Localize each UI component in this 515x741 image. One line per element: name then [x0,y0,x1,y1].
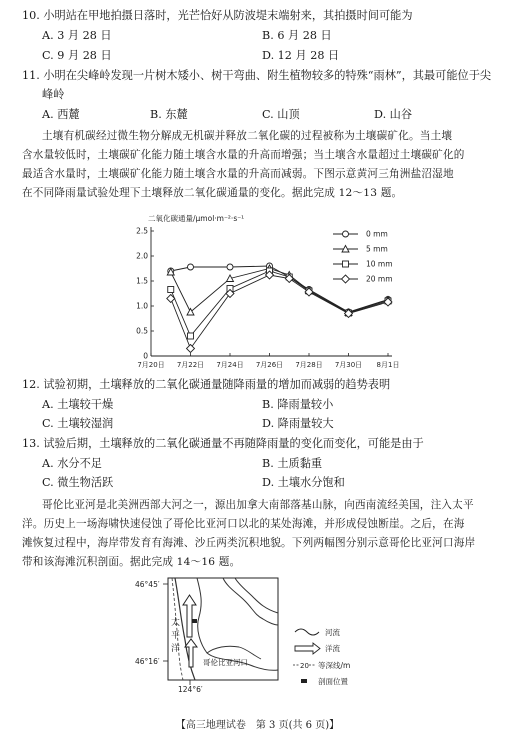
q11-option-d[interactable]: D. 山谷 [374,108,413,121]
question-13-stem: 13. 试验后期，土壤释放的二氧化碳通量不再随降雨量的变化而变化，可能是由于 [22,437,424,450]
chart-x-tick-label: 7月28日 [295,361,323,369]
passage-1-line-1: 土壤有机碳经过微生物分解成无机碳并释放二氧化碳的过程被称为土壤碳矿化。当土壤 [42,130,453,142]
q11-option-b[interactable]: B. 东麓 [150,108,188,121]
columbia-estuary-map [135,575,395,705]
chart-legend-label: 20 mm [366,274,393,284]
chart-point [343,261,349,267]
chart-series-line [171,271,388,336]
chart-x-tick-label: 7月20日 [137,361,165,369]
question-12-stem: 12. 试验初期，土壤释放的二氧化碳通量随降雨量的增加而减弱的趋势表明 [22,378,391,391]
chart-series-line [171,266,388,312]
chart-point [187,345,195,353]
map-latitude-top: 46°45′ [135,580,160,589]
profile-position-marker [192,619,197,623]
q11-option-a[interactable]: A. 西麓 [42,108,80,121]
q13-option-c[interactable]: C. 微生物活跃 [42,476,114,489]
q11-option-c[interactable]: C. 山顶 [262,108,300,121]
chart-y-tick-label: 0 [143,351,148,361]
map-estuary-label: 哥伦比亚河口 [203,658,248,667]
q10-option-c[interactable]: C. 9 月 28 日 [42,49,112,62]
chart-y-tick-label: 1.0 [136,301,148,311]
chart-point [342,275,350,283]
map-ocean-label: 洋 [171,644,181,654]
q12-option-b[interactable]: B. 降雨量较小 [262,398,334,411]
chart-point [188,333,194,339]
chart-y-tick-label: 0.5 [136,326,148,336]
legend-depth-value: 20 [300,662,309,670]
chart-legend-label: 10 mm [366,259,393,269]
chart-point [188,264,194,270]
chart-series-line [171,269,388,313]
legend-river-symbol [295,629,319,635]
question-11-stem: 11. 小明在尖峰岭发现一片树木矮小、树干弯曲、附生植物较多的特殊“雨林”，其最可能位于尖 [22,69,492,82]
chart-x-tick-label: 7月26日 [255,361,284,369]
passage-2-line-2: 洋。历史上一场海啸快速侵蚀了哥伦比亚河口以北的某处海滩，并形成侵蚀断崖。之后，在海 [22,518,465,530]
q10-option-a[interactable]: A. 3 月 28 日 [42,29,112,42]
chart-x-tick-label: 7月30日 [334,361,363,369]
q13-option-b[interactable]: B. 土质黏重 [262,457,323,470]
chart-x-tick-label: 8月1日 [376,361,400,369]
q13-option-d[interactable]: D. 土壤水分饱和 [262,476,345,489]
chart-y-tick-label: 1.5 [136,276,148,286]
map-ocean-label: 平 [171,631,181,641]
passage-2-line-3: 滩恢复过程中，海岸带发育有海滩、沙丘两类沉积地貌。下列两幅图分别示意哥伦比亚河口海岸 [22,537,476,549]
chart-legend-label: 0 mm [366,229,388,239]
chart-point [168,287,174,293]
q10-option-d[interactable]: D. 12 月 28 日 [262,49,340,62]
legend-river-label: 河流 [325,628,340,637]
chart-x-tick-label: 7月24日 [216,361,244,369]
passage-1-line-2: 含水量较低时，土壤碳矿化能力随土壤含水量的升高而增强；当土壤含水量超过土壤碳矿化的 [22,149,465,161]
chart-x-tick-label: 7月22日 [176,361,205,369]
passage-2-line-4: 带和该海滩沉积剖面。据此完成 14～16 题。 [22,556,241,568]
legend-profile-symbol [301,679,307,683]
q13-option-a[interactable]: A. 水分不足 [42,457,102,470]
map-latitude-bottom: 46°16′ [135,657,160,666]
q10-option-b[interactable]: B. 6 月 28 日 [262,29,332,42]
chart-y-tick-label: 2.5 [136,226,148,236]
map-longitude: 124°6′ [178,685,203,694]
page-footer: 【高三地理试卷 第 3 页(共 6 页)】 [175,720,340,731]
question-10-stem: 10. 小明站在甲地拍摄日落时，光芒恰好从防波堤末端射来，其拍摄时间可能为 [22,9,413,22]
legend-profile-label: 剖面位置 [318,677,348,686]
q12-option-c[interactable]: C. 土壤较湿润 [42,417,114,430]
passage-1-line-3: 最适含水量时，土壤碳矿化能力随土壤含水量的升高而减弱。下图示意黄河三角洲盐沼湿地 [22,168,454,180]
q12-option-a[interactable]: A. 土壤较干燥 [42,398,114,411]
chart-y-axis-label: 二氧化碳通量/μmol·m⁻²·s⁻¹ [148,214,245,223]
passage-1-line-4: 在不同降雨量试验处理下土壤释放二氧化碳通量的变化。据此完成 12～13 题。 [22,187,403,199]
co2-flux-line-chart [118,208,408,373]
q12-option-d[interactable]: D. 降雨量较大 [262,417,334,430]
legend-current-label: 洋流 [325,644,340,653]
chart-legend-label: 5 mm [366,244,388,254]
map-ocean-label: 太 [171,618,181,628]
question-11-stem-cont: 峰岭 [42,88,65,101]
legend-depth-label: 等深线/m [318,661,351,670]
passage-2-line-1: 哥伦比亚河是北美洲西部大河之一，源出加拿大南部落基山脉，向西南流经美国，注入太平 [42,499,474,511]
chart-y-tick-label: 2.0 [136,251,148,261]
chart-point [227,264,233,270]
legend-current-symbol [295,643,320,654]
chart-point [343,231,349,237]
map-legend [293,627,350,686]
chart-series-line [171,275,388,349]
